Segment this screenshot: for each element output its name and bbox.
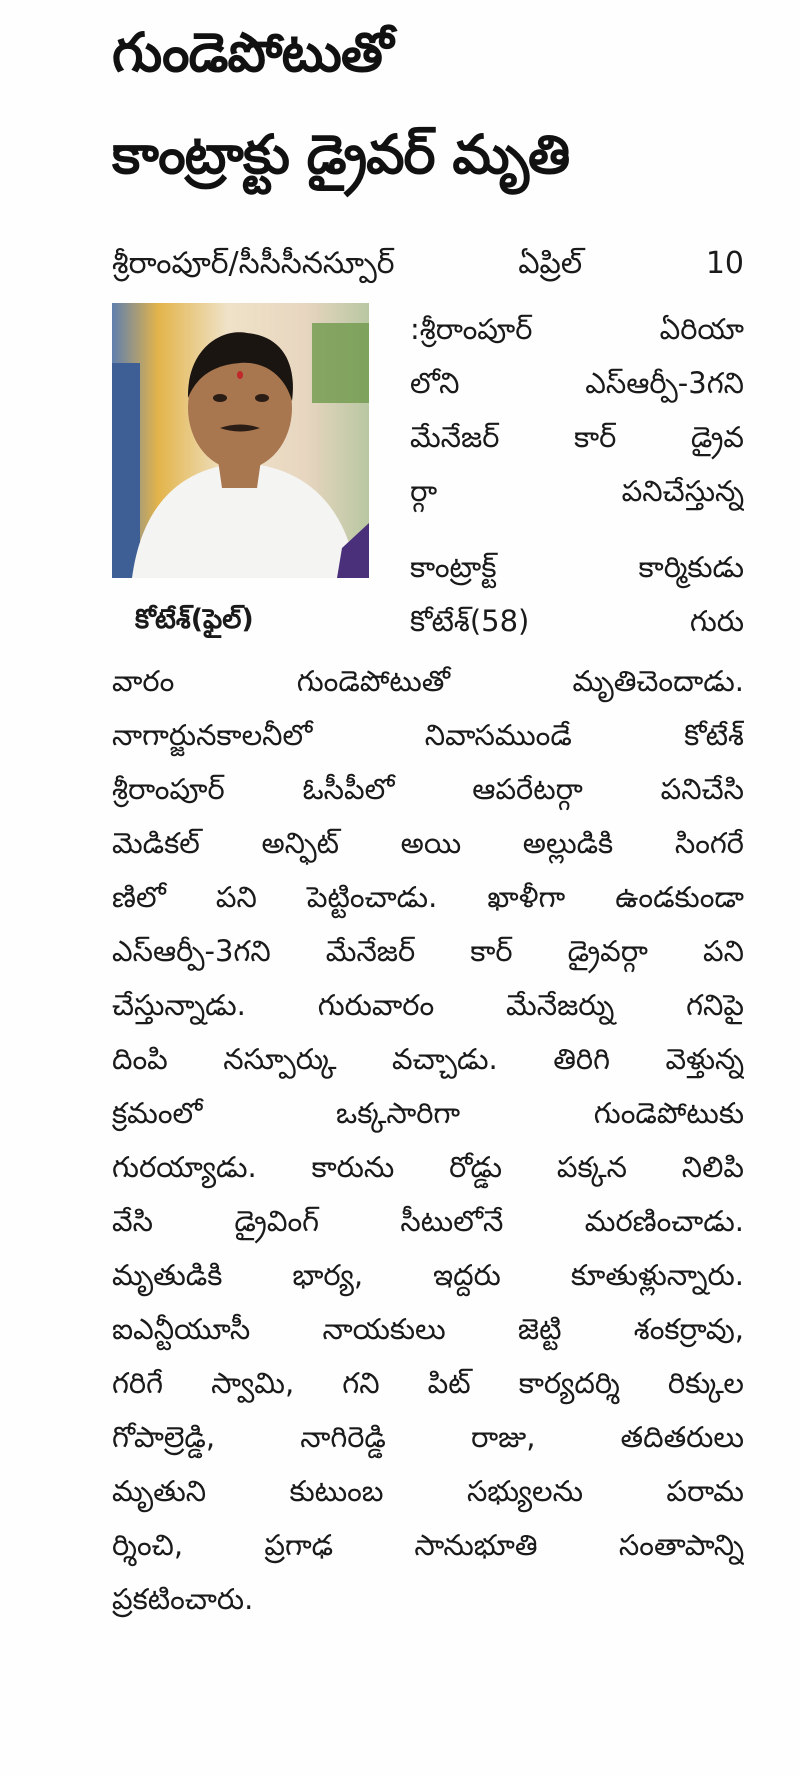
body-line: గరిగే స్వామి, గని పిట్ కార్యదర్శి రిక్కుల bbox=[112, 1366, 744, 1400]
body-line: ణిలో పని పెట్టించాడు. ఖాళీగా ఉండకుండా bbox=[112, 880, 744, 914]
body-line: గోపాల్రెడ్డి, నాగిరెడ్డి రాజు, తదితరులు bbox=[112, 1420, 744, 1454]
body-line: క్రమంలో ఒక్కసారిగా గుండెపోటుకు bbox=[112, 1096, 744, 1130]
body-line: ర్శించి, ప్రగాఢ సానుభూతి సంతాపాన్ని bbox=[112, 1528, 744, 1562]
body-line: దింపి నస్పూర్కు వచ్చాడు. తిరిగి వెళ్తున్న bbox=[112, 1042, 744, 1076]
photo-caption: కోటేశ్(ఫైల్) bbox=[135, 604, 254, 635]
dateline: శ్రీరాంపూర్/సీసీసీనస్పూర్ ఏప్రిల్ 10 bbox=[112, 246, 744, 281]
body-line: కాంట్రాక్ట్ కార్మికుడు bbox=[410, 550, 744, 584]
body-line: శ్రీరాంపూర్ ఓసీపీలో ఆపరేటర్గా పనిచేసి bbox=[112, 772, 744, 806]
body-line: నాగార్జునకాలనీలో నివాసముండే కోటేశ్ bbox=[112, 718, 744, 752]
body-line: మృతుని కుటుంబ సభ్యులను పరామ bbox=[112, 1474, 744, 1508]
body-line: వేసి డ్రైవింగ్ సీటులోనే మరణించాడు. bbox=[112, 1204, 744, 1238]
body-line: ర్గా పనిచేస్తున్న bbox=[410, 474, 744, 508]
portrait-photo bbox=[112, 303, 369, 578]
portrait-illustration bbox=[112, 303, 369, 578]
body-line: లోని ఎస్ఆర్పీ-3గని bbox=[410, 366, 744, 400]
body-line: చేస్తున్నాడు. గురువారం మేనేజర్ను గనిపై bbox=[112, 988, 744, 1022]
body-line: మృతుడికి భార్య, ఇద్దరు కూతుళ్లున్నారు. bbox=[112, 1258, 744, 1292]
body-line: వారం గుండెపోటుతో మృతిచెందాడు. bbox=[112, 664, 744, 698]
body-line: ప్రకటించారు. bbox=[112, 1582, 254, 1616]
body-line: గురయ్యాడు. కారును రోడ్డు పక్కన నిలిపి bbox=[112, 1150, 744, 1184]
body-line: మేనేజర్ కార్ డ్రైవ bbox=[410, 420, 744, 454]
headline-line-2: కాంట్రాక్టు డ్రైవర్ మృతి bbox=[112, 123, 570, 186]
body-line: కోటేశ్(58) గురు bbox=[410, 604, 744, 638]
body-line: ఎస్ఆర్పీ-3గని మేనేజర్ కార్ డ్రైవర్గా పని bbox=[112, 934, 744, 968]
body-line: ఐఎన్టీయూసీ నాయకులు జెట్టి శంకర్రావు, bbox=[112, 1312, 744, 1346]
body-line: :శ్రీరాంపూర్ ఏరియా bbox=[410, 312, 744, 346]
body-line: మెడికల్ అన్ఫిట్ అయి అల్లుడికి సింగరే bbox=[112, 826, 744, 860]
headline-line-1: గుండెపోటుతో bbox=[112, 21, 393, 84]
